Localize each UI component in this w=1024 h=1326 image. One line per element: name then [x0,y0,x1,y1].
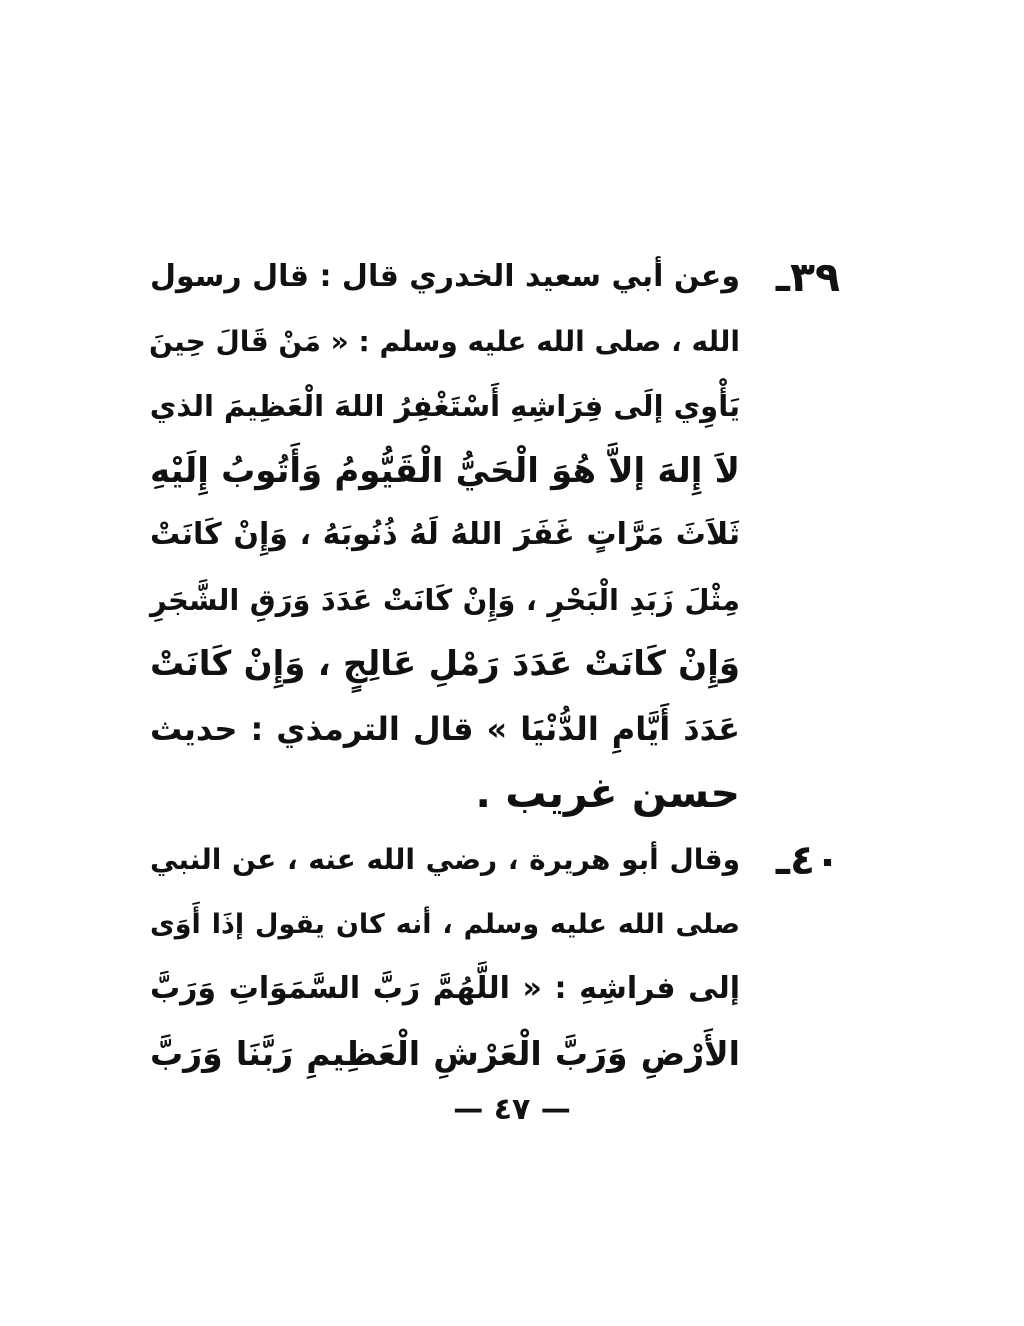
hadith-39-line-7 [150,632,840,697]
hadith-39-text-4: لاَ إِلهَ إلاَّ هُوَ الْحَيُّ الْقَيُّومُ وَأَتُوبُ إِلَيْهِ [150,450,740,491]
hadith-39-text-3: يَأْوِي إلَى فِرَاشِهِ أَسْتَغْفِرُ اللهَ الْعَظِيمَ الذي [149,389,740,423]
hadith-40-line-4 [150,1022,840,1087]
hadith-39-text-2: الله ، صلى الله عليه وسلم : « مَنْ قَالَ حِينَ [148,324,740,358]
hadith-40-line-3 [150,957,840,1022]
hadith-39-text-1: وعن أبي سعيد الخدري قال : قال رسول [150,259,740,294]
hadith-entry-40 [150,828,840,1086]
hadith-39-text-5: ثَلاَثَ مَرَّاتٍ غَفَرَ اللهُ لَهُ ذُنُوبَهُ ، وَإِنْ كَانَتْ [150,517,740,552]
hadith-number-40: ٤٠ـ [775,836,840,884]
hadith-39-line-5 [150,503,840,568]
hadith-40-line-1 [150,828,840,893]
hadith-40-line-2 [150,893,840,958]
hadith-39-text-9: حسن غريب . [475,769,740,817]
hadith-entry-39 [150,245,840,826]
hadith-40-text-2: صلى الله عليه وسلم ، أنه كان يقول إذَا أَوَى [150,908,740,940]
hadith-40-text-4: الأَرْضِ وَرَبَّ الْعَرْشِ الْعَظِيمِ رَبَّنَا وَرَبَّ [150,1033,740,1073]
hadith-39-text-8: عَدَدَ أَيَّامِ الدُّنْيَا » قال الترمذي : حديث [150,709,740,748]
hadith-39-line-3 [150,374,840,439]
hadith-number-39: ٣٩ـ [775,253,840,301]
hadith-39-line-2 [150,310,840,375]
hadith-39-line-6 [150,568,840,633]
hadith-39-line-1 [150,245,840,310]
hadith-40-text-1: وقال أبو هريرة ، رضي الله عنه ، عن النبي [150,843,740,876]
hadith-40-text-3: إلى فراشِهِ : « اللَّهُمَّ رَبَّ السَّمَوَاتِ وَرَبَّ [150,971,740,1006]
hadith-39-line-9 [150,761,840,826]
hadith-39-line-8 [150,697,840,762]
hadith-39-line-4 [150,439,840,504]
hadith-39-text-7: وَإِنْ كَانَتْ عَدَدَ رَمْلِ عَالِجٍ ، وَإِنْ كَانَتْ [150,644,740,684]
hadith-39-text-6: مِثْلَ زَبَدِ الْبَحْرِ ، وَإِنْ كَانَتْ عَدَدَ وَرَقِ الشَّجَرِ [150,582,740,617]
page-number: — ٤٧ — [453,1092,571,1127]
